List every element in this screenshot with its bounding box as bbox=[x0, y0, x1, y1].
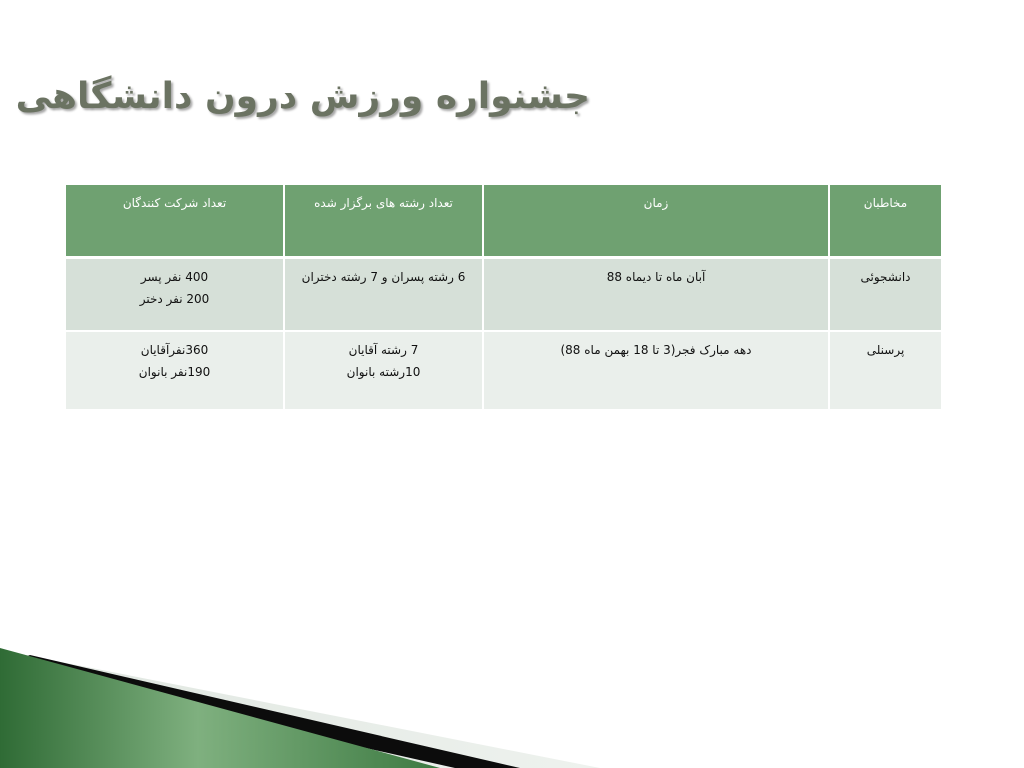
green-wedge bbox=[0, 648, 440, 768]
cell-fields bbox=[284, 258, 483, 332]
header-fields: تعداد رشته های برگزار شده bbox=[284, 184, 483, 258]
cell-text: 190نفر بانوان bbox=[138, 365, 211, 379]
cell-time bbox=[483, 331, 829, 410]
cell-fields bbox=[284, 331, 483, 410]
cell-participants bbox=[65, 331, 284, 410]
header-participants: تعداد شرکت کنندگان bbox=[65, 184, 284, 258]
slide-title: جشنواره ورزش درون دانشگاهی bbox=[15, 76, 590, 117]
cell-text: 200 نفر دختر bbox=[139, 292, 210, 306]
data-table bbox=[64, 183, 943, 411]
header-time: زمان bbox=[483, 184, 829, 258]
cell-text: 400 نفر پسر bbox=[140, 270, 209, 284]
pale-band bbox=[0, 650, 600, 768]
cell-text: دهه مبارک فجر(3 تا 18 بهمن ماه 88) bbox=[560, 343, 752, 357]
cell-audience bbox=[829, 331, 942, 410]
cell-text: دانشجوئی bbox=[860, 270, 911, 284]
cell-text: 6 رشته پسران و 7 رشته دختران bbox=[301, 270, 466, 284]
cell-audience bbox=[829, 258, 942, 332]
cell-text: پرسنلی bbox=[866, 343, 905, 357]
table-container bbox=[64, 183, 941, 411]
cell-text: 360نفرآقایان bbox=[140, 343, 209, 357]
table-row bbox=[65, 331, 942, 410]
table-header-row bbox=[65, 184, 942, 258]
cell-text: 7 رشته آقایان bbox=[348, 343, 419, 357]
table-row bbox=[65, 258, 942, 332]
cell-text: 10رشته بانوان bbox=[346, 365, 421, 379]
cell-participants bbox=[65, 258, 284, 332]
cell-time bbox=[483, 258, 829, 332]
cell-text: آبان ماه تا دیماه 88 bbox=[606, 270, 706, 284]
header-audience: مخاطبان bbox=[829, 184, 942, 258]
black-stripe bbox=[0, 655, 520, 768]
